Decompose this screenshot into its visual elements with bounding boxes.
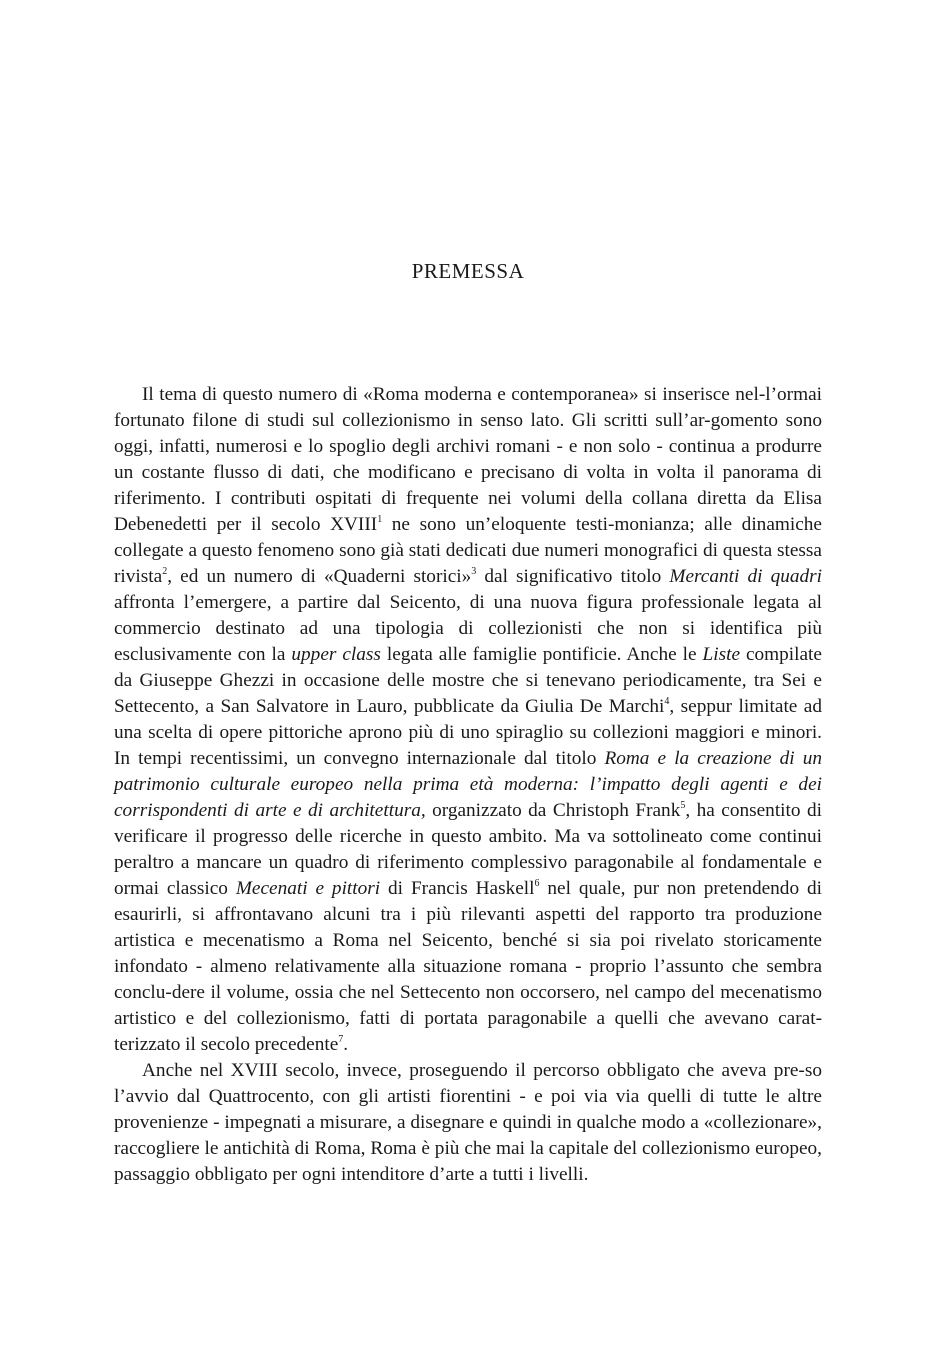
text-run: nel quale, pur non pretendendo di esaurirli, si affrontavano alcuni tra i più rilevanti aspetti del rapporto tra produzione artistica e mecenatismo a Roma nel Seicento, benché si sia poi rivelato storicamente infondato - almeno relativamente alla situazione romana - proprio l’assunto che sembra conclu-dere il volume, ossia che nel Settecento non occorsero, nel campo del mecenatismo artistico e del collezionismo, fatti di portata paragonabile a quelli che avevano carat-terizzato il secolo precedente [114,878,822,1055]
italic-upper-class: upper class [291,644,381,665]
text-run: dal significativo titolo [476,566,670,587]
italic-mecenati: Mecenati e pittori [235,878,381,899]
footnote-ref-1: 1 [377,513,383,525]
document-page [114,0,822,1361]
body-text [114,382,822,1188]
text-run: affronta l’emergere, a partire dal Seicento, di una nuova figura professionale legata al commercio destinato ad una tipologia di collezionisti che non si identifica più esclusivamente con la [114,592,822,665]
text-run: , ed un numero di «Quaderni storici» [167,566,472,587]
text-run: ne sono un’eloquente testi-monianza; alle dinamiche collegate a questo fenomeno sono già stati dedicati due numeri monografici di questa stessa rivista [114,514,822,587]
text-run: organizzato da Christoph Frank [425,800,681,821]
footnote-ref-6: 6 [534,877,540,889]
italic-convegno-title: Roma e la creazione di un patrimonio culturale europeo nella prima età moderna: l’impatto degli agenti e dei corrispondenti di arte e di architettura, [114,748,822,821]
italic-title-mercanti: Mercanti di quadri [669,566,822,587]
text-run: Il tema di questo numero di «Roma moderna e contemporanea» si inserisce nel-l’ormai fortunato filone di studi sul collezionismo in senso lato. Gli scritti sull’ar-gomento sono oggi, infatti, numerosi e lo spoglio degli archivi romani - e non solo - continua a produrre un costante flusso di dati, che modificano e precisano di volta in volta il panorama di riferimento. I contributi ospitati di frequente nei volumi della collana diretta da Elisa Debenedetti per il secolo XVIII [114,384,822,535]
footnote-ref-7: 7 [338,1033,344,1045]
footnote-ref-4: 4 [664,695,670,707]
text-run: di Francis Haskell [380,878,535,899]
text-run: legata alle famiglie pontificie. Anche le [380,644,703,665]
text-run: compilate da Giuseppe Ghezzi in occasione delle mostre che si tenevano periodicamente, tra Sei e Settecento, a San Salvatore in Lauro, pubblicate da Giulia De Marchi [114,644,822,717]
footnote-ref-5: 5 [680,799,686,811]
footnote-ref-2: 2 [162,565,168,577]
text-run: , ha consentito di verificare il progresso delle ricerche in questo ambito. Ma va sottolineato come continui peraltro a mancare un quadro di riferimento complessivo paragonabile al fondamentale e ormai classico [114,800,822,899]
footnote-ref-3: 3 [471,565,477,577]
paragraph-1 [114,382,822,1058]
text-run: , seppur limitate ad una scelta di opere pittoriche aprono più di uno spiraglio su collezioni maggiori e minori. In tempi recentissimi, un convegno internazionale dal titolo [114,696,822,769]
text-run: . [343,1034,349,1055]
page-title: PREMESSA [411,259,525,283]
italic-liste: Liste [702,644,740,665]
paragraph-2: Anche nel XVIII secolo, invece, proseguendo il percorso obbligato che aveva pre-so l’avvio dal Quattrocento, con gli artisti fiorentini - e poi via via quelli di tutte le altre provenienze - impegnati a misurare, a disegnare e quindi in qualche modo a «collezionare», raccogliere le antichità di Roma, Roma è più che mai la capitale del collezionismo europeo, passaggio obbligato per ogni intenditore d’arte a tutti i livelli. [114,1060,822,1185]
